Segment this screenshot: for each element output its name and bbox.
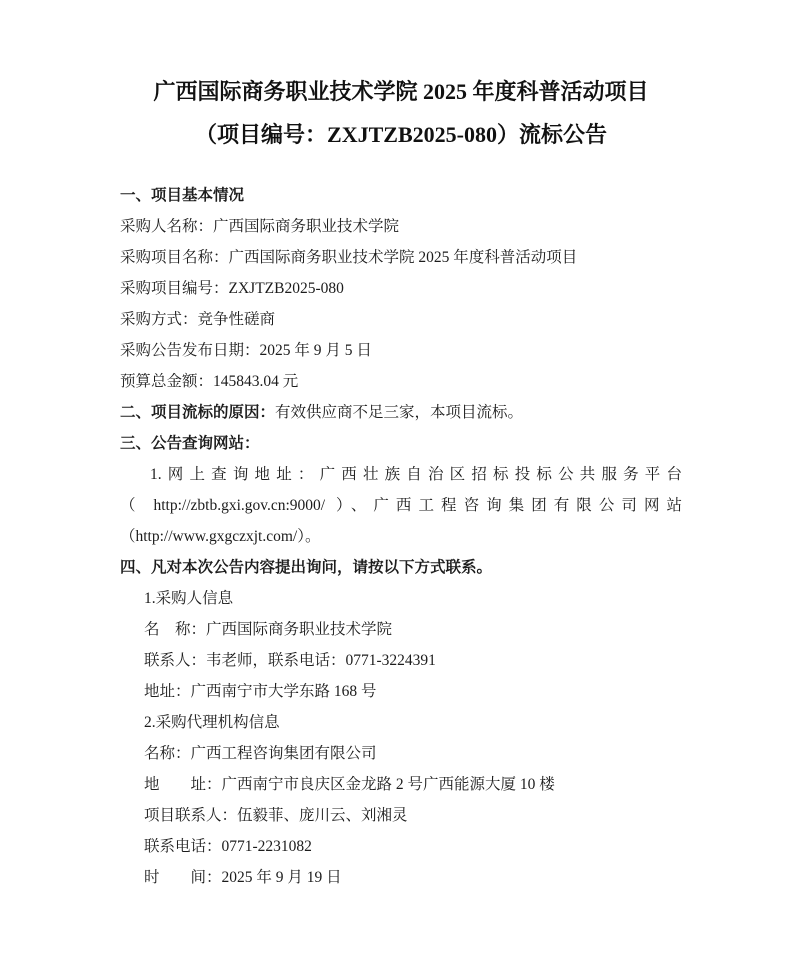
document-body [120,180,682,893]
agency-info-title: 2.采购代理机构信息 [144,714,280,731]
agency-info-address: 地 址：广西南宁市良庆区金龙路 2 号广西能源大厦 10 楼 [144,776,555,793]
purchaser-info-title: 1.采购人信息 [144,590,234,607]
project-name-line: 采购项目名称：广西国际商务职业技术学院 2025 年度科普活动项目 [120,249,578,266]
agency-info-date: 时 间：2025 年 9 月 19 日 [144,869,342,886]
purchaser-name-line: 采购人名称：广西国际商务职业技术学院 [120,218,400,235]
agency-info-phone: 联系电话：0771-2231082 [144,838,312,855]
project-number-line: 采购项目编号：ZXJTZB2025-080 [120,280,344,297]
section-failure-reason-text: 有效供应商不足三家，本项目流标。 [275,404,524,421]
announcement-date-line: 采购公告发布日期：2025 年 9 月 5 日 [120,342,372,359]
title-line-2: （项目编号：ZXJTZB2025-080）流标公告 [195,122,607,147]
budget-total-line: 预算总金额：145843.04 元 [120,373,299,390]
agency-info-name: 名称：广西工程咨询集团有限公司 [144,745,377,762]
section-contact-heading: 四、凡对本次公告内容提出询问，请按以下方式联系。 [120,559,493,576]
website-url-line-2: （http://www.gxgczxjt.com/）。 [120,528,321,545]
website-query-line: 1.网上查询地址：广西壮族自治区招标投标公共服务平台 [150,466,682,483]
document-title [120,70,682,156]
purchaser-info-contact: 联系人：韦老师，联系电话：0771-3224391 [144,652,436,669]
procurement-method-line: 采购方式：竞争性磋商 [120,311,276,328]
title-line-1: 广西国际商务职业技术学院 2025 年度科普活动项目 [153,79,649,104]
announcement-document [120,0,682,893]
agency-info-contacts: 项目联系人：伍毅菲、庞川云、刘湘灵 [144,807,408,824]
section-failure-reason-line [120,397,682,428]
section-basic-heading: 一、项目基本情况 [120,187,245,204]
section-failure-reason-heading: 二、项目流标的原因： [120,404,276,421]
section-websites-heading: 三、公告查询网站： [120,435,260,452]
purchaser-info-address: 地址：广西南宁市大学东路 168 号 [144,683,377,700]
purchaser-info-name: 名 称：广西国际商务职业技术学院 [144,621,393,638]
website-url-line-1: （ http://zbtb.gxi.gov.cn:9000/ ）、广西工程咨询集团有限公司网站 [120,497,682,514]
